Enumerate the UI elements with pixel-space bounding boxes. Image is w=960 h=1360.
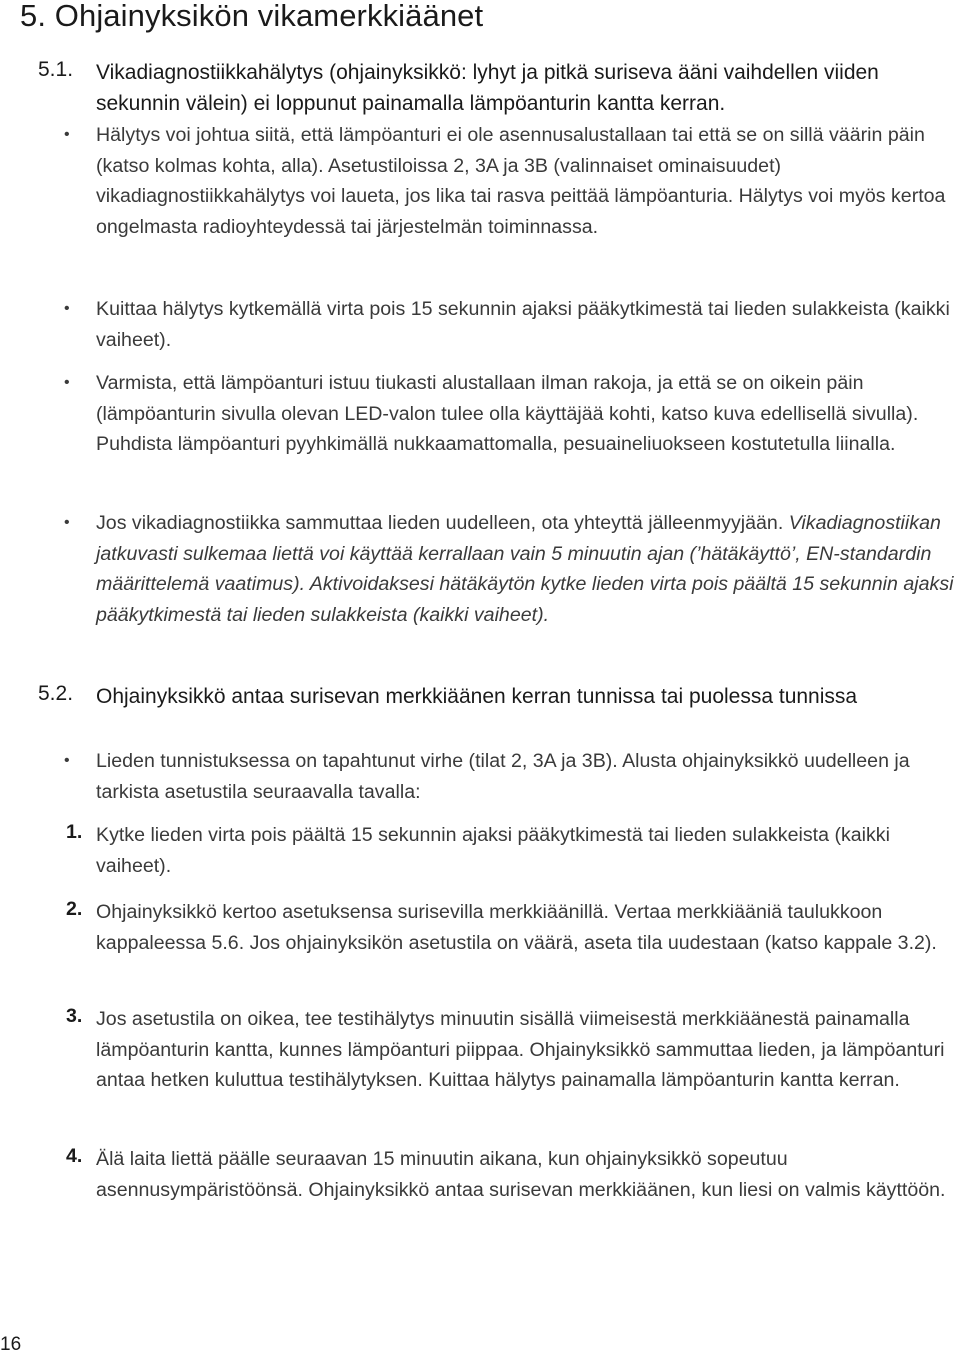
step-number: 3. (66, 1005, 83, 1027)
step-number: 2. (66, 898, 83, 920)
page-title: 5. Ohjainyksikön vikamerkkiäänet (20, 0, 484, 33)
step-text: Kytke lieden virta pois päältä 15 sekunnin ajaksi pääkytkimestä tai lieden sulakkeista (kaikki vaiheet). (96, 824, 890, 877)
bullet-marker: • (64, 300, 70, 317)
step-text: Älä laita liettä päälle seuraavan 15 minuutin aikana, kun ohjainyksikkö sopeutuu asennusympäristöönsä. Ohjainyksikkö antaa surisevan merkkiäänen, kun liesi on valmis käyttöön. (96, 1148, 946, 1201)
bullet-paragraph (96, 508, 960, 630)
section-number: 5.1. (38, 58, 74, 81)
step-text: Jos asetustila on oikea, tee testihälytys minuutin sisällä viimeisestä merkkiäänestä painamalla lämpöanturin kantta, kunnes lämpöanturi piippaa. Ohjainyksikkö sammuttaa lieden, ja lämpöanturi antaa hetken kuluttua testihälytyksen. Kuittaa hälytys painamalla lämpöanturin kantta kerran. (96, 1008, 945, 1091)
step-number: 4. (66, 1145, 83, 1167)
page-number: 16 (0, 1334, 22, 1355)
bullet-marker: • (64, 126, 70, 143)
step-text: Ohjainyksikkö kertoo asetuksensa surisevilla merkkiäänillä. Vertaa merkkiääniä taulukkoon kappaleessa 5.6. Jos ohjainyksikön asetustila on väärä, aseta tila uudestaan (katso kappale 3.2). (96, 901, 937, 954)
section-heading: Vikadiagnostiikkahälytys (ohjainyksikkö: lyhyt ja pitkä suriseva ääni vaihdellen viiden sekunnin välein) ei loppunut painamalla lämpöanturin kantta kerran. (96, 61, 879, 115)
step-number: 1. (66, 821, 83, 843)
italic-note: Vikadiagnostiikan jatkuvasti sulkemaa liettä voi käyttää kerrallaan vain 5 minuutin ajan (’hätäkäyttö’, EN-standardin määrittelemä vaatimus). Aktivoidaksesi hätäkäytön kytke lieden virta pois päältä 15 sekunnin ajaksi pääkytkimestä tai lieden sulakkeista (kaikki vaiheet). (96, 512, 954, 626)
section-number: 5.2. (38, 682, 74, 705)
bullet-paragraph: Hälytys voi johtua siitä, että lämpöanturi ei ole asennusalustallaan tai että se on sillä väärin päin (katso kolmas kohta, alla). Asetustiloissa 2, 3A ja 3B (valinnaiset ominaisuudet) vikadiagnostiikkahälytys voi laueta, jos lika tai rasva peittää lämpöanturia. Hälytys voi myös kertoa ongelmasta radioyhteydessä tai järjestelmän toiminnassa. (96, 124, 946, 238)
section-heading: Ohjainyksikkö antaa surisevan merkkiäänen kerran tunnissa tai puolessa tunnissa (96, 685, 858, 708)
bullet-marker: • (64, 514, 70, 531)
bullet-marker: • (64, 752, 70, 769)
bullet-marker: • (64, 374, 70, 391)
bullet-paragraph: Varmista, että lämpöanturi istuu tiukasti alustallaan ilman rakoja, ja että se on oikein päin (lämpöanturin sivulla olevan LED-valon tulee olla käyttäjää kohti, katso kuva edellisellä sivulla). Puhdista lämpöanturi pyyhkimällä nukkaamattomalla, pesuaineliuokseen kostutetulla liinalla. (96, 372, 919, 455)
bullet-text: Jos vikadiagnostiikka sammuttaa lieden uudelleen, ota yhteyttä jälleenmyyjään. (96, 512, 784, 534)
bullet-paragraph: Lieden tunnistuksessa on tapahtunut virhe (tilat 2, 3A ja 3B). Alusta ohjainyksikkö uudelleen ja tarkista asetustila seuraavalla tavalla: (96, 750, 910, 803)
bullet-paragraph: Kuittaa hälytys kytkemällä virta pois 15 sekunnin ajaksi pääkytkimestä tai lieden sulakkeista (kaikki vaiheet). (96, 298, 950, 351)
